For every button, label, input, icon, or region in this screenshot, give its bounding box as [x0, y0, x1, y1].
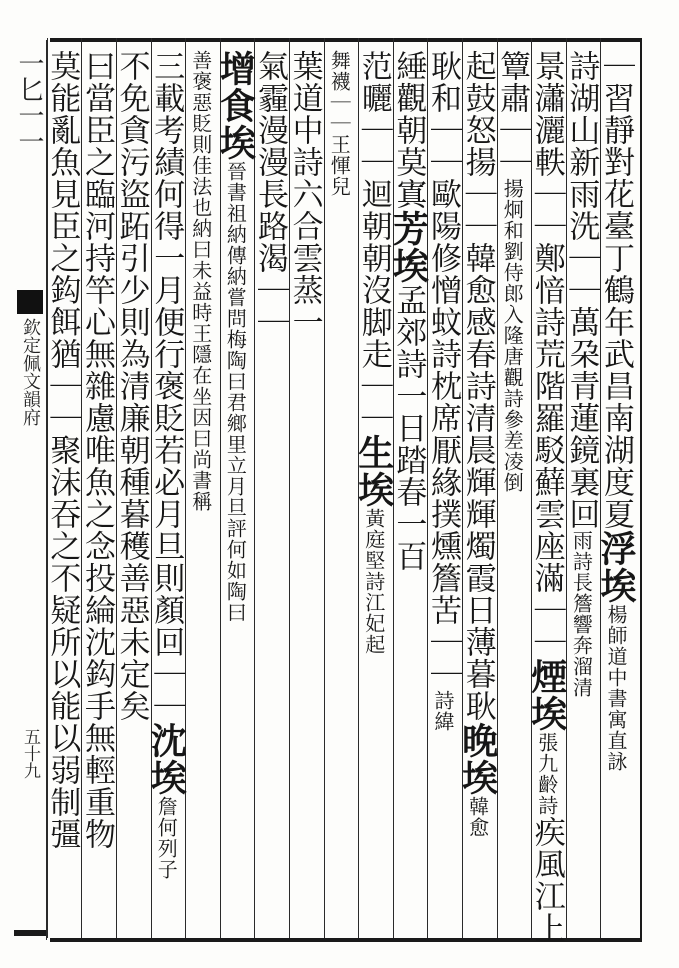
- text-column: [145, 50, 188, 926]
- text-column: [594, 50, 637, 926]
- text-column: [563, 50, 602, 926]
- text-column: [186, 50, 221, 926]
- entry-text: 不免貪污盜跖引少則為清廉朝種暮穫善惡未定矣: [113, 50, 150, 722]
- annotation-text: 韓愈: [465, 796, 490, 838]
- headword: 晚埃: [456, 722, 499, 796]
- annotation-text: 善褒惡貶則佳法也納曰未益時王隱在坐因曰尚書稱: [188, 50, 213, 512]
- text-column: [387, 50, 430, 926]
- text-column: [214, 50, 257, 926]
- entry-text: 景瀟灑軼｜｜鄭愔詩荒階羅駁蘚雲座滿｜｜: [528, 50, 565, 658]
- annotation-text: 張九齡詩: [534, 732, 559, 816]
- text-column: [424, 50, 463, 926]
- annotation-text: 詩緯: [430, 690, 455, 732]
- entry-text: 孟郊詩一日踏春一百: [390, 284, 427, 572]
- entry-text: 簟肅｜｜: [494, 50, 531, 178]
- headword: 生埃: [352, 434, 395, 508]
- text-column: [113, 50, 152, 926]
- annotation-text: 楊師道中書寓直詠: [603, 604, 628, 772]
- annotation-text: 黃庭堅詩江妃起: [361, 508, 386, 655]
- text-column: [494, 50, 533, 926]
- entry-text: 詩湖山新雨洗｜｜萬朶青蓮鏡裏回: [563, 50, 600, 530]
- text-column: [286, 50, 325, 926]
- annotation-text: 晉書祖納傳納嘗問梅陶曰君鄉里立月旦評何如陶曰: [223, 161, 248, 623]
- text-column: [325, 50, 360, 926]
- entry-text: 迴朝朝沒脚走｜｜: [355, 178, 392, 434]
- headword: 芳埃: [387, 210, 430, 284]
- text-column: [456, 50, 499, 926]
- entry-text: 起鼓怒揚｜｜韓愈感春詩清晨輝輝燭霞日薄暮耿: [459, 50, 496, 722]
- text-column: [251, 50, 290, 926]
- text-column: [352, 50, 395, 926]
- headword: 增食埃: [214, 50, 257, 161]
- text-column: [78, 50, 117, 926]
- book-title: 欽定佩文韻府: [20, 318, 41, 426]
- headword: 煙埃: [525, 658, 568, 732]
- headword: 沈埃: [145, 722, 188, 796]
- entry-text: 氣霾漫漫長路渴｜｜: [251, 50, 288, 338]
- entry-text: 莫能亂魚見臣之鈎餌猶｜｜聚沫吞之不疑所以能以弱制彊: [44, 50, 81, 850]
- annotation-text: 揚炯和劉侍郎入隆唐觀詩參差凌倒: [500, 178, 525, 493]
- entry-text: 三載考績何得一月便行褒貶若必月旦則顏回｜｜: [148, 50, 185, 722]
- entry-text: 曰當臣之臨河持竿心無雜慮唯魚之念投綸沈鈎手無輕重物: [78, 50, 115, 850]
- annotation-text: 詹何列子: [154, 796, 179, 880]
- margin-bottom-bar: [14, 930, 46, 936]
- entry-text: 綞觀朝莫寘: [390, 50, 427, 210]
- annotation-text: 舞襪｜｜王惲兒: [327, 50, 352, 197]
- annotation-text: 雨詩長簷響奔溜清: [569, 530, 594, 698]
- entry-text: 范曬｜｜: [355, 50, 392, 178]
- entry-text: ｜習靜對花臺丁鶴年武昌南湖度夏: [597, 50, 634, 530]
- headword: 浮埃: [594, 530, 637, 604]
- text-column: [525, 50, 568, 944]
- text-column: [44, 50, 83, 926]
- entry-text: 葉道中詩六合雲蒸一: [286, 50, 323, 338]
- entry-text: 耿和｜｜歐陽修憎蚊詩枕席厭緣撲燻簷苦｜｜: [424, 50, 461, 690]
- entry-text: 疾風江上: [528, 816, 565, 944]
- fish-tail-mark: [17, 290, 43, 314]
- page-number: 五十九: [20, 728, 40, 779]
- margin-top-characters: 一匕一一: [14, 50, 44, 154]
